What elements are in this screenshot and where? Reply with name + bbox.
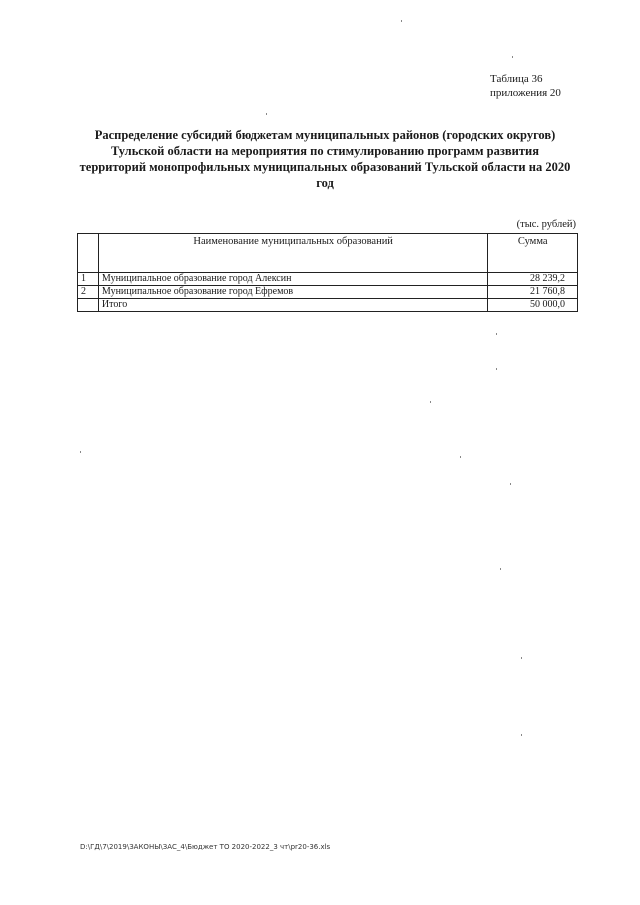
row-name: Муниципальное образование город Алексин (98, 273, 487, 286)
table-reference-line2: приложения 20 (490, 87, 561, 99)
row-number (78, 299, 99, 312)
table-row (78, 273, 578, 286)
row-sum: 21 760,8 (488, 286, 578, 299)
scan-speck (80, 451, 81, 453)
header-number (78, 234, 99, 273)
table-header-row (78, 234, 578, 273)
scan-speck (521, 734, 522, 736)
row-sum: 28 239,2 (488, 273, 578, 286)
row-number: 1 (78, 273, 99, 286)
scan-speck (500, 568, 501, 570)
row-name: Итого (98, 299, 487, 312)
units-label: (тыс. рублей) (516, 219, 576, 230)
scan-speck (401, 20, 402, 22)
scan-speck (512, 56, 513, 58)
table-total-row (78, 299, 578, 312)
table-reference (490, 72, 590, 100)
document-title: Распределение субсидий бюджетам муниципальных районов (городских округов) Тульской области на мероприятия по стимулированию программ развития территорий монопрофильных муниципальных образований Тульской области на 2020 год (79, 128, 571, 190)
scan-speck (496, 368, 497, 370)
scan-speck (496, 333, 497, 335)
scan-speck (430, 401, 431, 403)
scan-speck (460, 456, 461, 458)
subsidy-table (77, 233, 578, 312)
row-number: 2 (78, 286, 99, 299)
scan-speck (521, 657, 522, 659)
scan-speck (510, 483, 511, 485)
header-sum: Сумма (488, 234, 578, 273)
row-sum: 50 000,0 (488, 299, 578, 312)
row-name: Муниципальное образование город Ефремов (98, 286, 487, 299)
table-row (78, 286, 578, 299)
table-reference-line1: Таблица 36 (490, 73, 543, 85)
scan-speck (266, 113, 267, 115)
footer-file-path: D:\ГД\7\2019\ЗАКОНЫ\ЗАС_4\Бюджет ТО 2020-2022_3 чт\pr20-36.xls (80, 843, 331, 851)
header-name: Наименование муниципальных образований (98, 234, 487, 273)
